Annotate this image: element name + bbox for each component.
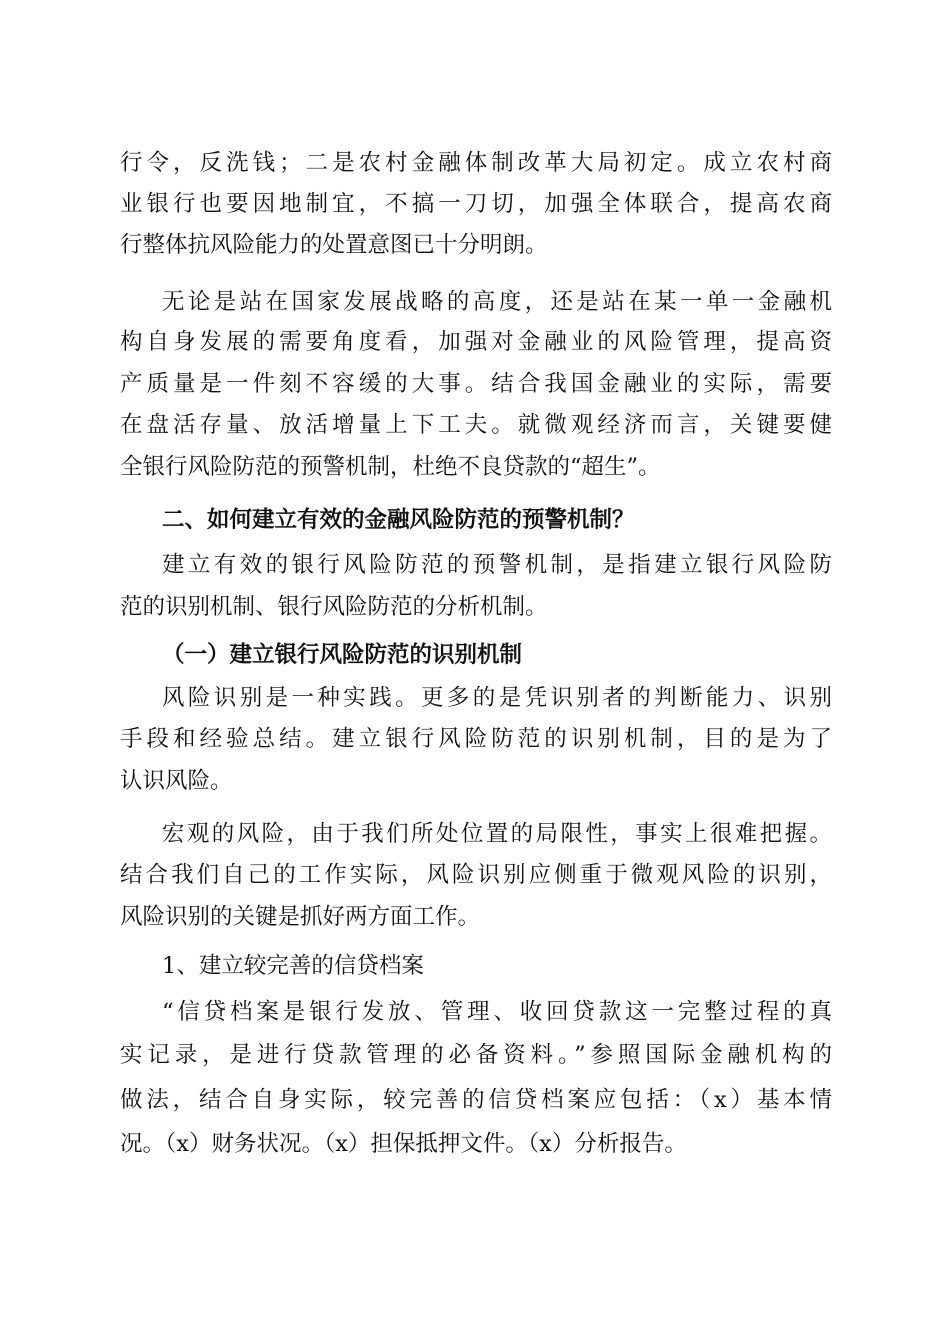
text-line: 行令，反洗钱；二是农村金融体制改革大局初定。成立农村商 <box>120 150 832 176</box>
text-line: 结合我们自己的工作实际，风险识别应侧重于微观风险的识别， <box>120 862 832 888</box>
subsection-heading: （一）建立银行风险防范的识别机制 <box>162 642 523 668</box>
text-line: 认识风险。 <box>120 768 233 794</box>
text-line: 宏观的风险，由于我们所处位置的局限性，事实上很难把握。 <box>162 821 832 847</box>
section-heading: 二、如何建立有效的金融风险防范的预警机制？ <box>162 507 635 533</box>
text-line: “信贷档案是银行发放、管理、收回贷款这一完整过程的真 <box>162 999 832 1025</box>
text-line: 全银行风险防范的预警机制，杜绝不良贷款的“超生”。 <box>120 454 661 480</box>
text-line: 产质量是一件刻不容缓的大事。结合我国金融业的实际，需要 <box>120 371 832 397</box>
text-line: 手段和经验总结。建立银行风险防范的识别机制，目的是为了 <box>120 726 832 752</box>
text-line: 实记录，是进行贷款管理的必备资料。”参照国际金融机构的 <box>120 1042 832 1068</box>
text-line: 建立有效的银行风险防范的预警机制，是指建立银行风险防 <box>162 552 832 578</box>
text-line: 无论是站在国家发展战略的高度，还是站在某一单一金融机 <box>162 289 832 315</box>
text-line: 做法，结合自身实际，较完善的信贷档案应包括：（x）基本情 <box>120 1087 832 1113</box>
text-line: 业银行也要因地制宜，不搞一刀切，加强全体联合，提高农商 <box>120 191 832 217</box>
list-item-heading: 1、建立较完善的信贷档案 <box>162 953 424 979</box>
text-line: 在盘活存量、放活增量上下工夫。就微观经济而言，关键要健 <box>120 412 832 438</box>
text-line: 范的识别机制、银行风险防范的分析机制。 <box>120 594 548 620</box>
text-line: 行整体抗风险能力的处置意图已十分明朗。 <box>120 232 548 258</box>
text-line: 构自身发展的需要角度看，加强对金融业的风险管理，提高资 <box>120 329 832 355</box>
text-line: 风险识别的关键是抓好两方面工作。 <box>120 904 481 930</box>
text-line: 况。（x）财务状况。（x）担保抵押文件。（x）分析报告。 <box>120 1131 687 1157</box>
text-line: 风险识别是一种实践。更多的是凭识别者的判断能力、识别 <box>162 685 832 711</box>
